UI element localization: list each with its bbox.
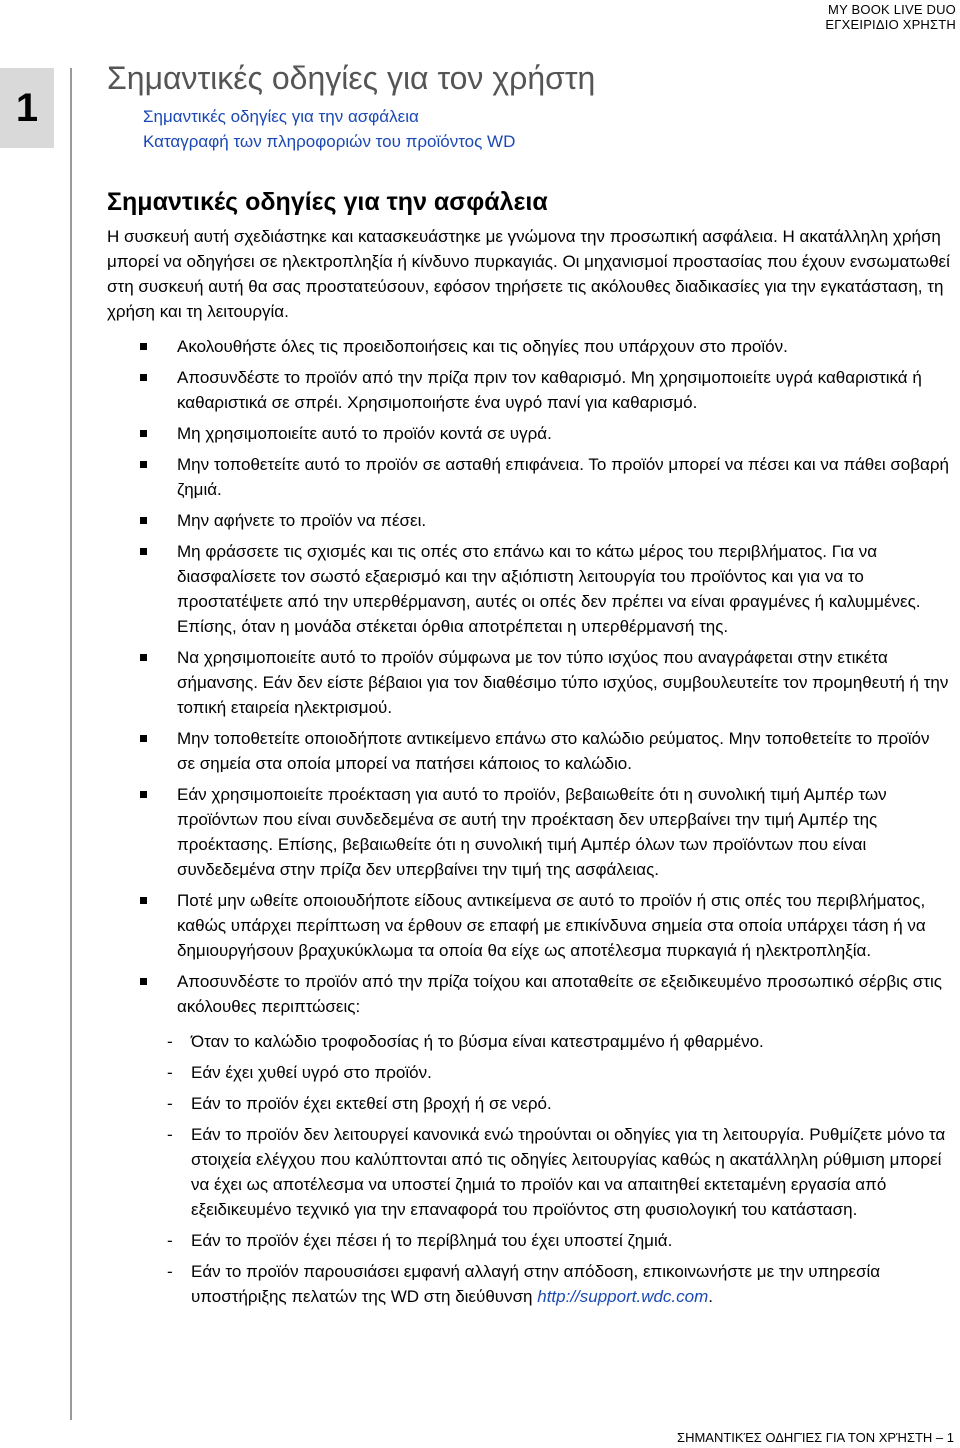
section-title: Σημαντικές οδηγίες για την ασφάλεια: [107, 188, 548, 216]
square-bullet-icon: [140, 461, 147, 468]
manual-name: ΕΓΧΕΙΡΙΔΙΟ ΧΡΗΣΤΗ: [825, 17, 956, 32]
square-bullet-icon: [140, 654, 147, 661]
list-item: Μην τοποθετείτε αυτό το προϊόν σε ασταθή επιφάνεια. Το προϊόν μπορεί να πέσει και να πάθει σοβαρή ζημιά.: [107, 452, 952, 502]
list-item: Μη φράσσετε τις σχισμές και τις οπές στο επάνω και το κάτω μέρος του περιβλήματος. Για να διασφαλίσετε τον σωστό εξαερισμό και την αξιόπιστη λειτουργία του προϊόντος και για να το προστατέψετε από την υπερθέρμανση, αυτές οι οπές δεν πρέπει να είναι φραγμένες ή καλυμμένες. Επίσης, όταν η μονάδα στέκεται όρθια αποτρέπεται η υπερθέρμανσή της.: [107, 539, 952, 639]
list-item: Αποσυνδέστε το προϊόν από την πρίζα πριν τον καθαρισμό. Μη χρησιμοποιείτε υγρά καθαριστικά ή καθαριστικά σε σπρέι. Χρησιμοποιήστε ένα υγρό πανί για καθαρισμό.: [107, 365, 952, 415]
list-item: - Εάν έχει χυθεί υγρό στο προϊόν.: [107, 1060, 952, 1085]
list-item: - Εάν το προϊόν παρουσιάσει εμφανή αλλαγή στην απόδοση, επικοινωνήστε με την υπηρεσία υποστήριξης πελατών της WD στη διεύθυνση http://support.wdc.com.: [107, 1259, 952, 1309]
list-item: Αποσυνδέστε το προϊόν από την πρίζα τοίχου και αποταθείτε σε εξειδικευμένο προσωπικό σέρβις στις ακόλουθες περιπτώσεις:: [107, 969, 952, 1019]
list-item: Μην αφήνετε το προϊόν να πέσει.: [107, 508, 952, 533]
dash-marker: -: [167, 1094, 173, 1113]
list-item: - Εάν το προϊόν δεν λειτουργεί κανονικά ενώ τηρούνται οι οδηγίες για τη λειτουργία. Ρυθμίζετε μόνο τα στοιχεία ελέγχου που καλύπτονται από τις οδηγίες λειτουργίας καθώς η ακατάλληλη ρύθμιση μπορεί να έχει ως αποτέλεσμα να υποστεί ζημιά το προϊόν και να απαιτηθεί εκτεταμένη εργασία από εξειδικευμένο τεχνικό για την επαναφορά του προϊόντος στη φυσιολογική του κατάσταση.: [107, 1122, 952, 1222]
running-header: [825, 2, 956, 32]
list-item: Μην τοποθετείτε οποιοδήποτε αντικείμενο επάνω στο καλώδιο ρεύματος. Μην τοποθετείτε το προϊόν σε σημεία στα οποία μπορεί να πατήσει κάποιος το καλώδιο.: [107, 726, 952, 776]
dash-marker: -: [167, 1063, 173, 1082]
list-item: Μη χρησιμοποιείτε αυτό το προϊόν κοντά σε υγρά.: [107, 421, 952, 446]
margin-rule: [70, 68, 72, 1420]
square-bullet-icon: [140, 735, 147, 742]
page-content: [107, 58, 952, 1315]
list-item: - Όταν το καλώδιο τροφοδοσίας ή το βύσμα είναι κατεστραμμένο ή φθαρμένο.: [107, 1029, 952, 1054]
chapter-title: Σημαντικές οδηγίες για τον χρήστη: [107, 60, 596, 96]
chapter-number: 1: [0, 68, 54, 148]
square-bullet-icon: [140, 897, 147, 904]
chapter-toc: [143, 104, 952, 154]
service-cases-list: [107, 1029, 952, 1309]
dash-marker: -: [167, 1032, 173, 1051]
square-bullet-icon: [140, 517, 147, 524]
toc-link-record-info[interactable]: Καταγραφή των πληροφοριών του προϊόντος WD: [143, 132, 516, 151]
list-item: Να χρησιμοποιείτε αυτό το προϊόν σύμφωνα με τον τύπο ισχύος που αναγράφεται στην ετικέτα σήμανσης. Εάν δεν είστε βέβαιοι για τον διαθέσιμο τύπο ισχύος, συμβουλευτείτε τον προμηθευτή ή την τοπική εταιρεία ηλεκτρισμού.: [107, 645, 952, 720]
toc-link-safety[interactable]: Σημαντικές οδηγίες για την ασφάλεια: [143, 107, 419, 126]
intro-paragraph: Η συσκευή αυτή σχεδιάστηκε και κατασκευάστηκε με γνώμονα την προσωπική ασφάλεια. Η ακατάλληλη χρήση μπορεί να οδηγήσει σε ηλεκτροπληξία ή κίνδυνο πυρκαγιάς. Οι μηχανισμοί προστασίας που έχουν ενσωματωθεί στη συσκευή αυτή θα σας προστατεύσουν, εφόσον τηρήσετε τις ακόλουθες διαδικασίες για την εγκατάσταση, τη χρήση και τη λειτουργία.: [107, 227, 950, 321]
dash-marker: -: [167, 1125, 173, 1144]
square-bullet-icon: [140, 548, 147, 555]
square-bullet-icon: [140, 343, 147, 350]
page-footer: ΣΗΜΑΝΤΙΚΈΣ ΟΔΗΓΊΕΣ ΓΙΑ ΤΟΝ ΧΡΉΣΤΗ – 1: [677, 1430, 954, 1445]
square-bullet-icon: [140, 791, 147, 798]
support-link[interactable]: http://support.wdc.com: [537, 1287, 709, 1306]
list-item: Εάν χρησιμοποιείτε προέκταση για αυτό το προϊόν, βεβαιωθείτε ότι η συνολική τιμή Αμπέρ των προϊόντων που είναι συνδεδεμένα σε αυτή την προέκταση δεν υπερβαίνει την τιμή Αμπέρ της προέκτασης. Επίσης, βεβαιωθείτε ότι η συνολική τιμή Αμπέρ όλων των προϊόντων που είναι συνδεδεμένα στην πρίζα δεν υπερβαίνει την τιμή της ασφάλειας.: [107, 782, 952, 882]
square-bullet-icon: [140, 978, 147, 985]
safety-bullet-list: [107, 334, 952, 1019]
dash-marker: -: [167, 1262, 173, 1281]
list-item: Ακολουθήστε όλες τις προειδοποιήσεις και τις οδηγίες που υπάρχουν στο προϊόν.: [107, 334, 952, 359]
list-item: - Εάν το προϊόν έχει εκτεθεί στη βροχή ή σε νερό.: [107, 1091, 952, 1116]
list-item: - Εάν το προϊόν έχει πέσει ή το περίβλημά του έχει υποστεί ζημιά.: [107, 1228, 952, 1253]
product-name: MY BOOK LIVE DUO: [828, 2, 956, 17]
list-item: Ποτέ μην ωθείτε οποιουδήποτε είδους αντικείμενα σε αυτό το προϊόν ή στις οπές του περιβλήματος, καθώς υπάρχει περίπτωση να έρθουν σε επαφή με επικίνδυνα σημεία στα οποία υπάρχει τάση ή να δημιουργήσουν βραχυκύκλωμα τα οποία θα είχε ως αποτέλεσμα πυρκαγιά ή ηλεκτροπληξία.: [107, 888, 952, 963]
square-bullet-icon: [140, 430, 147, 437]
dash-marker: -: [167, 1231, 173, 1250]
square-bullet-icon: [140, 374, 147, 381]
